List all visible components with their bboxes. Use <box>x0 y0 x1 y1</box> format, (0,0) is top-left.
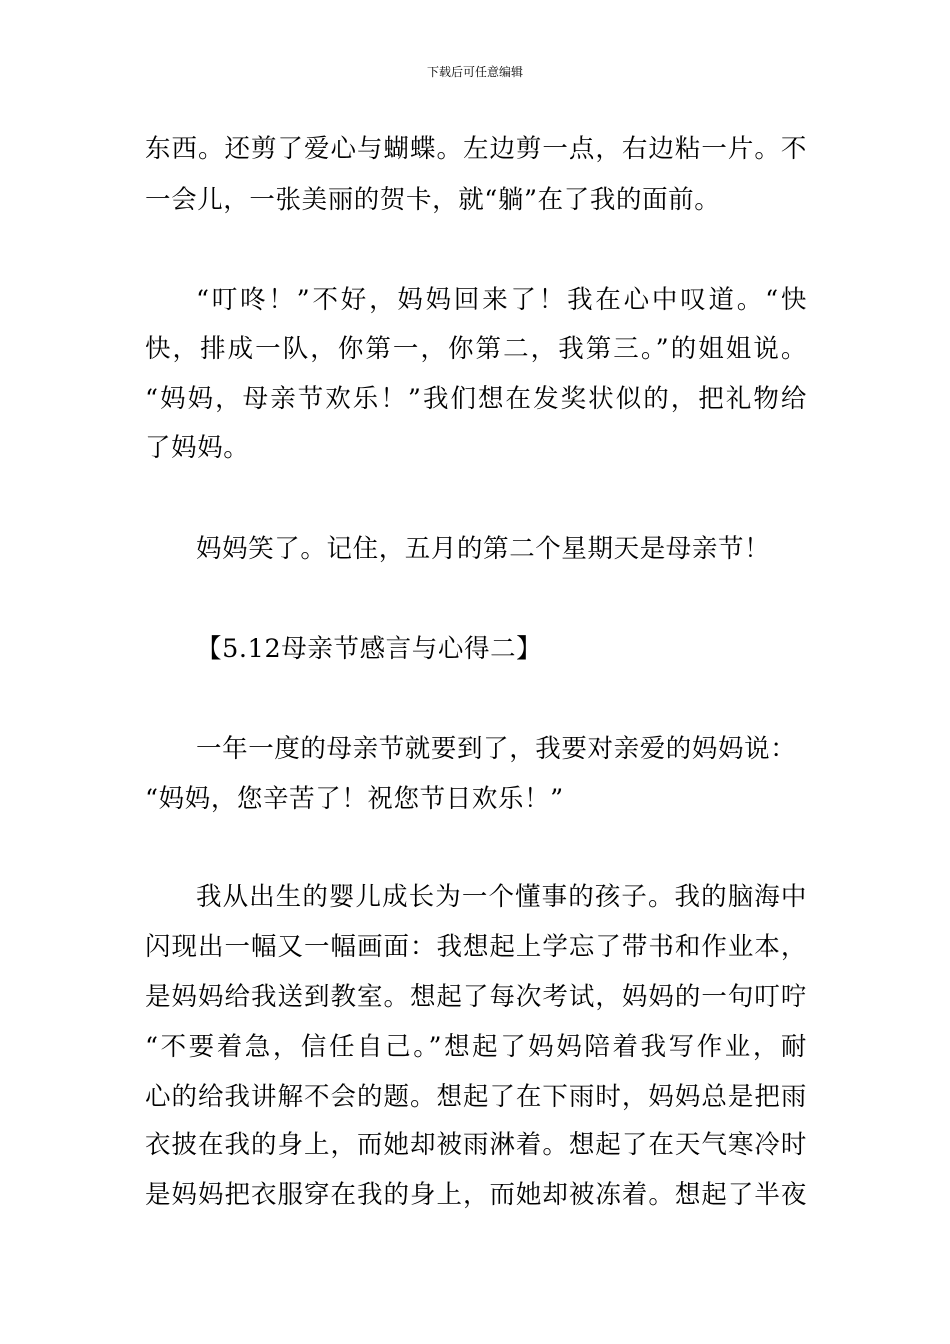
text-line: 一会儿，一张美丽的贺卡，就“躺”在了我的面前。 <box>145 185 721 215</box>
text-line: “妈妈，您辛苦了！祝您节日欢乐！” <box>145 784 564 814</box>
text-line: “不要着急，信任自己。”想起了妈妈陪着我写作业，耐 <box>145 1032 807 1062</box>
text-line: “妈妈，母亲节欢乐！”我们想在发奖状似的，把礼物给 <box>145 384 807 414</box>
text-line: 快，排成一队，你第一，你第二，我第三。”的姐姐说。 <box>145 334 807 364</box>
text-line: 心的给我讲解不会的题。想起了在下雨时，妈妈总是把雨 <box>145 1082 807 1112</box>
text-line: 是妈妈给我送到教室。想起了每次考试，妈妈的一句叮咛 <box>145 982 807 1012</box>
text-line: 一年一度的母亲节就要到了，我要对亲爱的妈妈说： <box>196 734 797 764</box>
text-line: 闪现出一幅又一幅画面：我想起上学忘了带书和作业本， <box>145 932 807 962</box>
text-line: 妈妈笑了。记住，五月的第二个星期天是母亲节！ <box>196 534 771 564</box>
page-header: 下载后可任意编辑 <box>426 65 523 79</box>
text-line: 了妈妈。 <box>145 433 250 463</box>
text-line: “叮咚！”不好，妈妈回来了！我在心中叹道。“快 <box>196 285 807 315</box>
text-line: 是妈妈把衣服穿在我的身上，而她却被冻着。想起了半夜 <box>145 1180 807 1210</box>
text-line: 东西。还剪了爱心与蝴蝶。左边剪一点，右边粘一片。不 <box>145 134 807 164</box>
text-line: 衣披在我的身上，而她却被雨淋着。想起了在天气寒冷时 <box>145 1130 807 1160</box>
section-heading: 【5.12母亲节感言与心得二】 <box>196 634 543 664</box>
text-line: 我从出生的婴儿成长为一个懂事的孩子。我的脑海中 <box>196 882 807 912</box>
